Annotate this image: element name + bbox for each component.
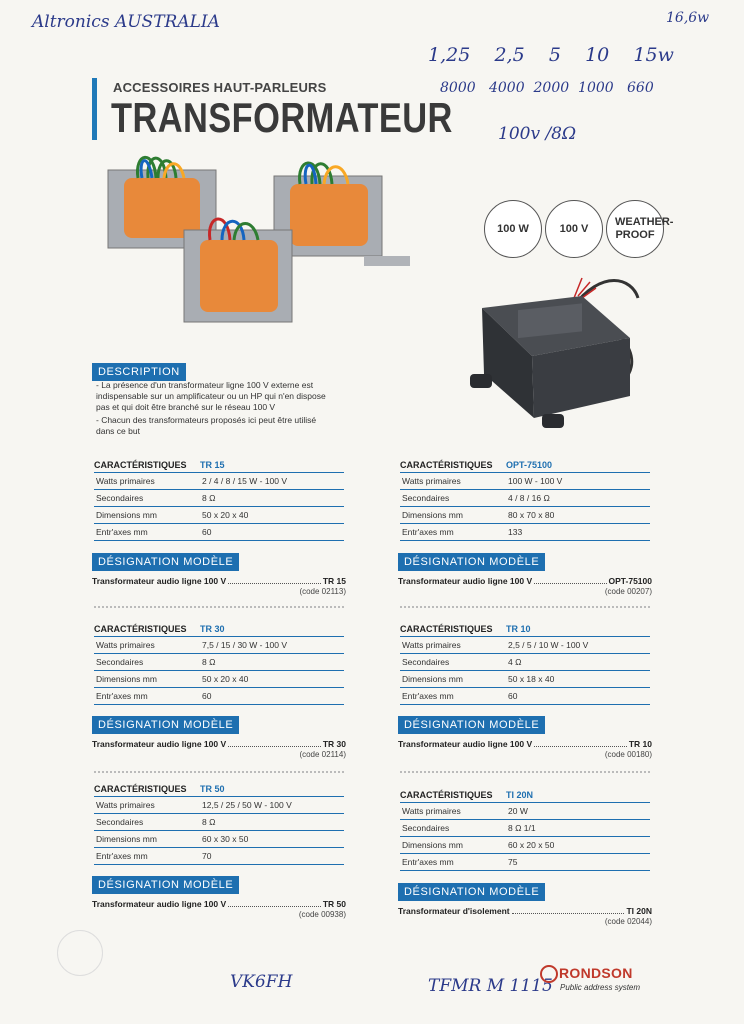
- transformer-illustration-front: [184, 219, 292, 322]
- spec-table: CARACTÉRISTIQUES OPT-75100 Watts primaires 100 W - 100 V Secondaires 4 / 8 / 16 Ω Dimensions mm 80 x 70 x 80 Entr'axes mm 133: [400, 456, 650, 541]
- table-row: Dimensions mm 60 x 30 x 50: [94, 831, 344, 848]
- designation-line: Transformateur audio ligne 100 V TR 30 (code 02114): [92, 739, 346, 759]
- handwritten-callsign: VK6FH: [230, 972, 293, 992]
- section-divider: [94, 771, 344, 773]
- table-row: Entr'axes mm 60: [400, 688, 650, 705]
- weatherproof-transformer-image: [462, 268, 642, 436]
- designation-line: Transformateur audio ligne 100 V TR 15 (code 02113): [92, 576, 346, 596]
- designation-heading: DÉSIGNATION MODÈLE: [398, 883, 545, 901]
- table-row: Secondaires 8 Ω: [94, 654, 344, 671]
- table-row: Watts primaires 100 W - 100 V: [400, 473, 650, 490]
- designation-heading: DÉSIGNATION MODÈLE: [92, 553, 239, 571]
- handwritten-note-brand: Altronics AUSTRALIA: [32, 12, 220, 32]
- table-row: Watts primaires 20 W: [400, 803, 650, 820]
- section-divider: [94, 606, 344, 608]
- designation-heading: DÉSIGNATION MODÈLE: [398, 716, 545, 734]
- table-row: Secondaires 8 Ω: [94, 490, 344, 507]
- description-item: - Chacun des transformateurs proposés ici peut être utilisé dans ce but: [96, 415, 317, 436]
- designation-heading: DÉSIGNATION MODÈLE: [398, 553, 545, 571]
- designation-heading: DÉSIGNATION MODÈLE: [92, 876, 239, 894]
- designation-line: Transformateur audio ligne 100 V TR 10 (code 00180): [398, 739, 652, 759]
- transformer-product-image: [104, 148, 424, 328]
- handwritten-watts: 1,25 2,5 5 10 15w: [428, 44, 674, 66]
- spec-table: CARACTÉRISTIQUES TI 20N Watts primaires 20 W Secondaires 8 Ω 1/1 Dimensions mm 60 x 20 x 50 Entr'axes mm 75: [400, 786, 650, 871]
- page-kicker: ACCESSOIRES HAUT-PARLEURS: [113, 80, 327, 95]
- badge-voltage: 100 V: [545, 200, 603, 258]
- description-item: - La présence d'un transformateur ligne 100 V externe est indispensable sur un amplificateur ou un HP qui n'en dispose pas et qui doit être branché sur le réseau 100 V: [96, 380, 326, 412]
- spec-table: CARACTÉRISTIQUES TR 15 Watts primaires 2 / 4 / 8 / 15 W - 100 V Secondaires 8 Ω Dimensions mm 50 x 20 x 40 Entr'axes mm 60: [94, 456, 344, 541]
- table-row: Dimensions mm 50 x 18 x 40: [400, 671, 650, 688]
- description-heading: DESCRIPTION: [92, 363, 186, 381]
- designation-line: Transformateur audio ligne 100 V TR 50 (code 00938): [92, 899, 346, 919]
- table-row: Entr'axes mm 60: [94, 688, 344, 705]
- table-row: Watts primaires 12,5 / 25 / 50 W - 100 V: [94, 797, 344, 814]
- handwritten-note-power: 16,6w: [666, 10, 710, 26]
- table-row: Watts primaires 2 / 4 / 8 / 15 W - 100 V: [94, 473, 344, 490]
- spec-table: CARACTÉRISTIQUES TR 10 Watts primaires 2,5 / 5 / 10 W - 100 V Secondaires 4 Ω Dimensions mm 50 x 18 x 40 Entr'axes mm 60: [400, 620, 650, 705]
- table-row: Dimensions mm 50 x 20 x 40: [94, 671, 344, 688]
- badge-weatherproof: WEATHER-PROOF: [606, 200, 664, 258]
- table-row: Entr'axes mm 60: [94, 524, 344, 541]
- table-row: Secondaires 8 Ω 1/1: [400, 820, 650, 837]
- handwritten-ohms: 8000 4000 2000 1000 660: [440, 80, 654, 96]
- description-text: [96, 380, 336, 439]
- table-row: Entr'axes mm 133: [400, 524, 650, 541]
- table-row: Entr'axes mm 70: [94, 848, 344, 865]
- section-divider: [400, 606, 650, 608]
- table-row: Dimensions mm 50 x 20 x 40: [94, 507, 344, 524]
- transformer-illustration-right: [274, 163, 410, 266]
- punch-hole-mark: [57, 930, 103, 976]
- table-row: Dimensions mm 60 x 20 x 50: [400, 837, 650, 854]
- table-row: Watts primaires 7,5 / 15 / 30 W - 100 V: [94, 637, 344, 654]
- badge-power: 100 W: [484, 200, 542, 258]
- table-row: Secondaires 8 Ω: [94, 814, 344, 831]
- brand-mark-icon: [540, 965, 558, 983]
- section-divider: [400, 771, 650, 773]
- table-row: Secondaires 4 Ω: [400, 654, 650, 671]
- designation-heading: DÉSIGNATION MODÈLE: [92, 716, 239, 734]
- designation-line: Transformateur d'isolement TI 20N (code 02044): [398, 906, 652, 926]
- table-row: Dimensions mm 80 x 70 x 80: [400, 507, 650, 524]
- handwritten-line-note: 100v /8Ω: [498, 124, 577, 144]
- handwritten-stock-code: TFMR M 1115: [428, 976, 553, 996]
- spec-table: CARACTÉRISTIQUES TR 30 Watts primaires 7,5 / 15 / 30 W - 100 V Secondaires 8 Ω Dimensions mm 50 x 20 x 40 Entr'axes mm 60: [94, 620, 344, 705]
- table-row: Entr'axes mm 75: [400, 854, 650, 871]
- table-row: Watts primaires 2,5 / 5 / 10 W - 100 V: [400, 637, 650, 654]
- table-row: Secondaires 4 / 8 / 16 Ω: [400, 490, 650, 507]
- page-title: TRANSFORMATEUR: [111, 94, 453, 141]
- designation-line: Transformateur audio ligne 100 V OPT-75100 (code 00207): [398, 576, 652, 596]
- spec-table: CARACTÉRISTIQUES TR 50 Watts primaires 12,5 / 25 / 50 W - 100 V Secondaires 8 Ω Dimensions mm 60 x 30 x 50 Entr'axes mm 70: [94, 780, 344, 865]
- header-accent-bar: [92, 78, 97, 140]
- brand-logo: RONDSON Public address system: [540, 965, 640, 992]
